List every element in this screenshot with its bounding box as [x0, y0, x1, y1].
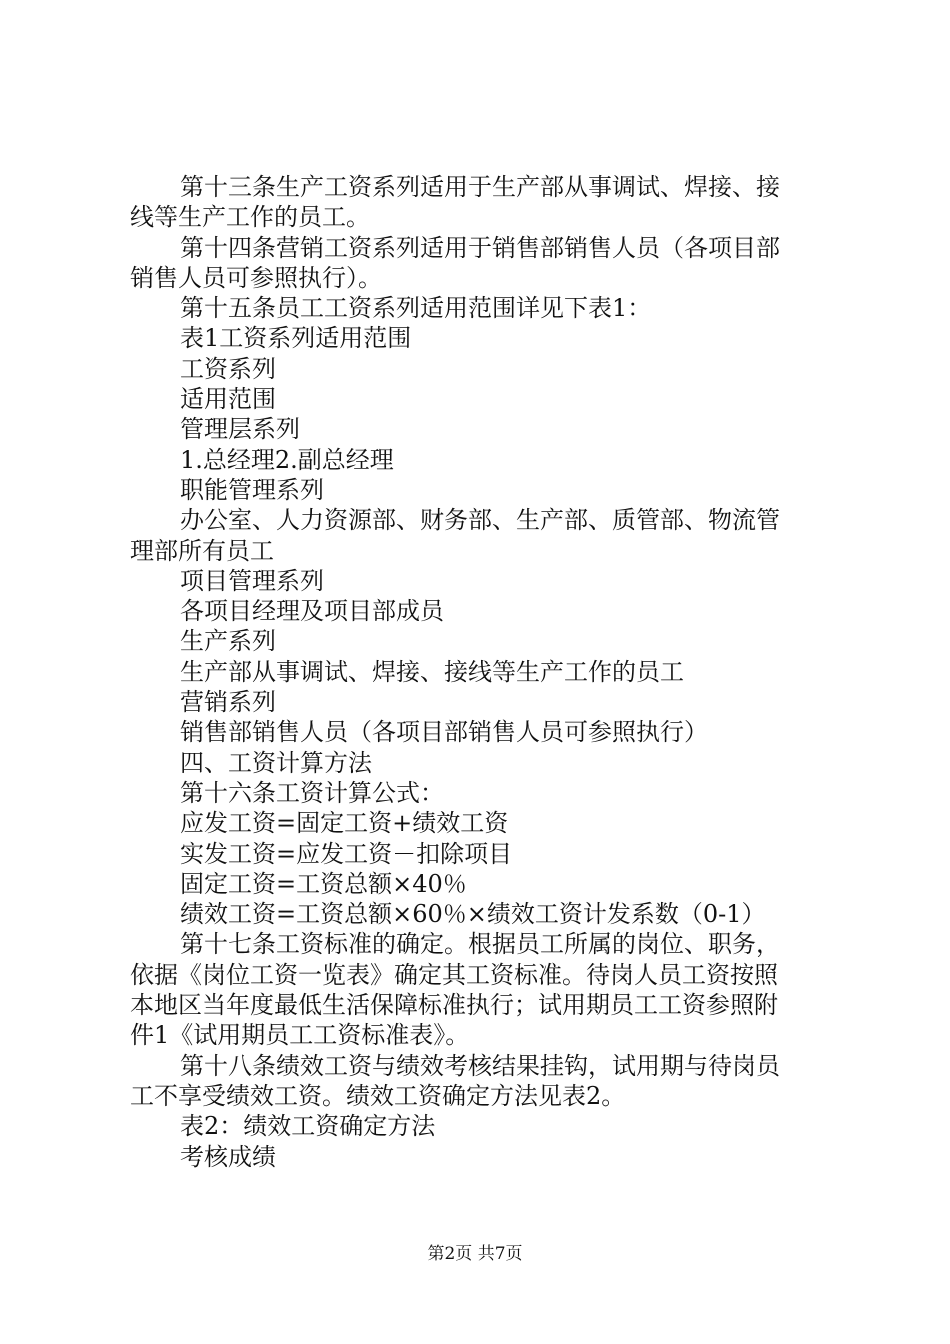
page-number: 第2页 共7页	[427, 1244, 523, 1264]
formula-line: 实发工资=应发工资－扣除项目	[180, 839, 513, 868]
paragraph-line: 工不享受绩效工资。绩效工资确定方法见表2。	[130, 1081, 626, 1110]
table-header-cell: 适用范围	[180, 385, 276, 414]
document-body	[130, 172, 832, 1172]
paragraph-line: 第十三条生产工资系列适用于生产部从事调试、焊接、接	[180, 173, 780, 201]
table-caption: 表2：绩效工资确定方法	[180, 1112, 436, 1141]
table-cell: 理部所有员工	[130, 536, 274, 565]
paragraph-line: 线等生产工作的员工。	[130, 203, 370, 232]
table-cell: 销售部销售人员（各项目部销售人员可参照执行）	[180, 718, 708, 747]
paragraph-line: 第十五条员工工资系列适用范围详见下表1：	[180, 294, 652, 323]
paragraph-line: 第十六条工资计算公式：	[180, 778, 444, 807]
paragraph-line: 依据《岗位工资一览表》确定其工资标准。待岗人员工资按照	[130, 960, 778, 989]
table-cell: 管理层系列	[180, 415, 300, 444]
paragraph-line: 件1《试用期员工工资标准表》。	[130, 1021, 470, 1050]
table-header-cell: 工资系列	[180, 354, 276, 383]
table-cell: 各项目经理及项目部成员	[180, 597, 444, 626]
table-header-cell: 考核成绩	[180, 1142, 276, 1171]
formula-line: 固定工资=工资总额×40％	[180, 869, 467, 898]
table-cell: 生产系列	[180, 627, 276, 656]
section-heading: 四、工资计算方法	[180, 748, 372, 777]
table-cell: 职能管理系列	[180, 475, 324, 504]
formula-line: 绩效工资=工资总额×60％×绩效工资计发系数（0-1）	[180, 900, 766, 929]
paragraph-line: 本地区当年度最低生活保障标准执行；试用期员工工资参照附	[130, 991, 778, 1020]
paragraph-line: 第十七条工资标准的确定。根据员工所属的岗位、职务，	[180, 930, 780, 959]
paragraph-line: 第十八条绩效工资与绩效考核结果挂钩，试用期与待岗员	[180, 1051, 780, 1080]
page-footer	[0, 1242, 950, 1266]
table-cell: 1.总经理2.副总经理	[180, 445, 394, 474]
formula-line: 应发工资=固定工资+绩效工资	[180, 809, 509, 838]
table-caption: 表1工资系列适用范围	[180, 324, 412, 353]
table-cell: 项目管理系列	[180, 566, 324, 595]
paragraph-line: 第十四条营销工资系列适用于销售部销售人员（各项目部	[180, 233, 780, 262]
paragraph-line: 销售人员可参照执行）。	[130, 263, 382, 292]
table-cell: 生产部从事调试、焊接、接线等生产工作的员工	[180, 657, 684, 686]
table-cell: 营销系列	[180, 688, 276, 717]
table-cell: 办公室、人力资源部、财务部、生产部、质管部、物流管	[180, 506, 780, 535]
